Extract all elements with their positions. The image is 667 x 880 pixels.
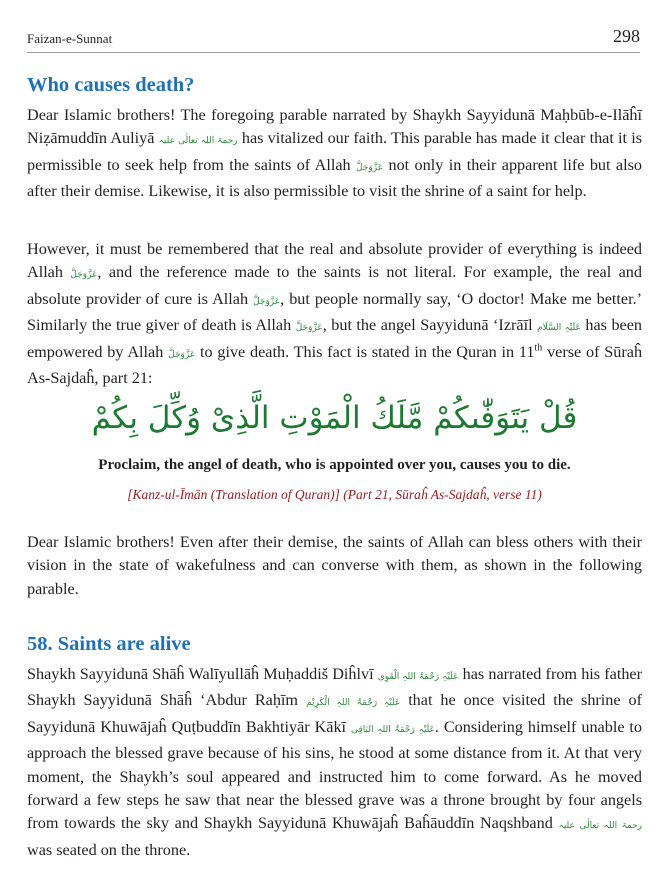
paragraph-parable-intro [27,104,642,204]
paragraph-text: , but the angel Sayyidunā ‘Izrāīl [322,316,533,335]
book-title: Faizan-e-Sunnat [27,31,113,46]
paragraph-text: has vitalized our faith. This parable has made it clear that it is permissible to seek help from the saints of Allah [27,129,643,174]
page-number: 298 [613,26,640,46]
quran-verse-arabic: قُلْ یَتَوَفّٰىكُمْ مَّلَكُ الْمَوْتِ الَّذِیْ وُكِّلَ بِكُمْ [91,400,578,436]
honorific-arabic: عَلَیْہِ رَحْمَۃُ اللہِ الْکَرِیْم [306,698,401,709]
honorific-arabic: عَلَیْہِ رَحْمَۃُ اللہِ الْقَوِی [377,672,459,682]
section-heading-who-causes-death: Who causes death? [27,74,195,96]
honorific-arabic: عَزَّوَجَلَّ [295,323,323,334]
section-heading-saints-are-alive: 58. Saints are alive [27,633,191,655]
paragraph-text: that he once visited the shrine of Sayyidunā Khuwājaĥ Quṭbuddīn Bakhtiyār Kākī [27,691,643,736]
paragraph-text: However, it must be remembered that the real and absolute provider of everything is indeed Allah [27,240,642,282]
paragraph-text: has narrated from his father Shaykh Sayyidunā Shāĥ ‘Abdur Raḥīm [27,665,642,710]
paragraph-text: to give death. This fact is stated in the Quran in 11 [200,342,535,361]
paragraph-text: not only in their apparent life but also after their demise. Likewise, it is also permissible to visit the shrine of a saint for help. [27,155,642,201]
ordinal-suffix: th [534,342,543,354]
verse-reference: [Kanz-ul-Īmān (Translation of Quran)] (Part 21, Sūraĥ As-Sajdaĥ, verse 11) [127,487,542,502]
paragraph-text: . Considering himself unable to approach the blessed grave because of his sins, he stood at some distance from it. At that very moment, the Shaykh’s soul appeared and instructed him to come forward. As he moved forward a few steps he saw that near the blessed grave was a throne brought by four angels from towards the sky and Shaykh Sayyidunā Khuwājaĥ Baĥāuddīn Naqshband [27,717,643,833]
honorific-arabic: عَزَّوَجَلَّ [168,349,196,360]
paragraph-text: , but people normally say, ‘O doctor! Make me better.’ Similarly the true giver of death is Allah [27,289,642,335]
honorific-arabic: عَلَیْہِ رَحْمَۃُ اللہِ البَاقِی [350,724,435,735]
honorific-arabic: عَزَّوَجَلَّ [253,296,281,307]
honorific-arabic: عَزَّوَجَلَّ [70,270,98,281]
honorific-arabic: عَزَّوَجَلَّ [356,162,384,173]
honorific-arabic: عَلَیْہِ السَّلَام [537,323,581,334]
paragraph-text: , and the reference made to the saints is not literal. For example, the real and absolute provider of cure is Allah [27,263,642,308]
paragraph-saints-alive-story [27,663,642,862]
paragraph-text: verse of Sūraĥ As-Sajdaĥ, part 21: [27,342,643,388]
paragraph-text: has been empowered by Allah [27,316,643,361]
verse-translation: Proclaim, the angel of death, who is appointed over you, causes you to die. [98,457,571,473]
paragraph-text: Dear Islamic brothers! The foregoing parable narrated by Shaykh Sayyidunā Maḥbūb-e-Ilāĥī Niẓāmuddīn Auliyā [27,106,642,148]
page-header [27,26,640,53]
paragraph-saints-bless: Dear Islamic brothers! Even after their demise, the saints of Allah can bless others with their vision in the state of wakefulness and can converse with them, as shown in the following parable. [27,533,642,598]
honorific-arabic: رحمۃ اللہ تعالٰی علیہ [558,821,643,832]
honorific-arabic: رحمۃ اللہ تعالٰی علیہ [158,136,238,147]
paragraph-text: was seated on the throne. [27,840,191,859]
paragraph-text: Shaykh Sayyidunā Shāĥ Walīyullāĥ Muḥaddiš Diĥlvī [27,665,374,683]
paragraph-real-provider [27,238,642,390]
